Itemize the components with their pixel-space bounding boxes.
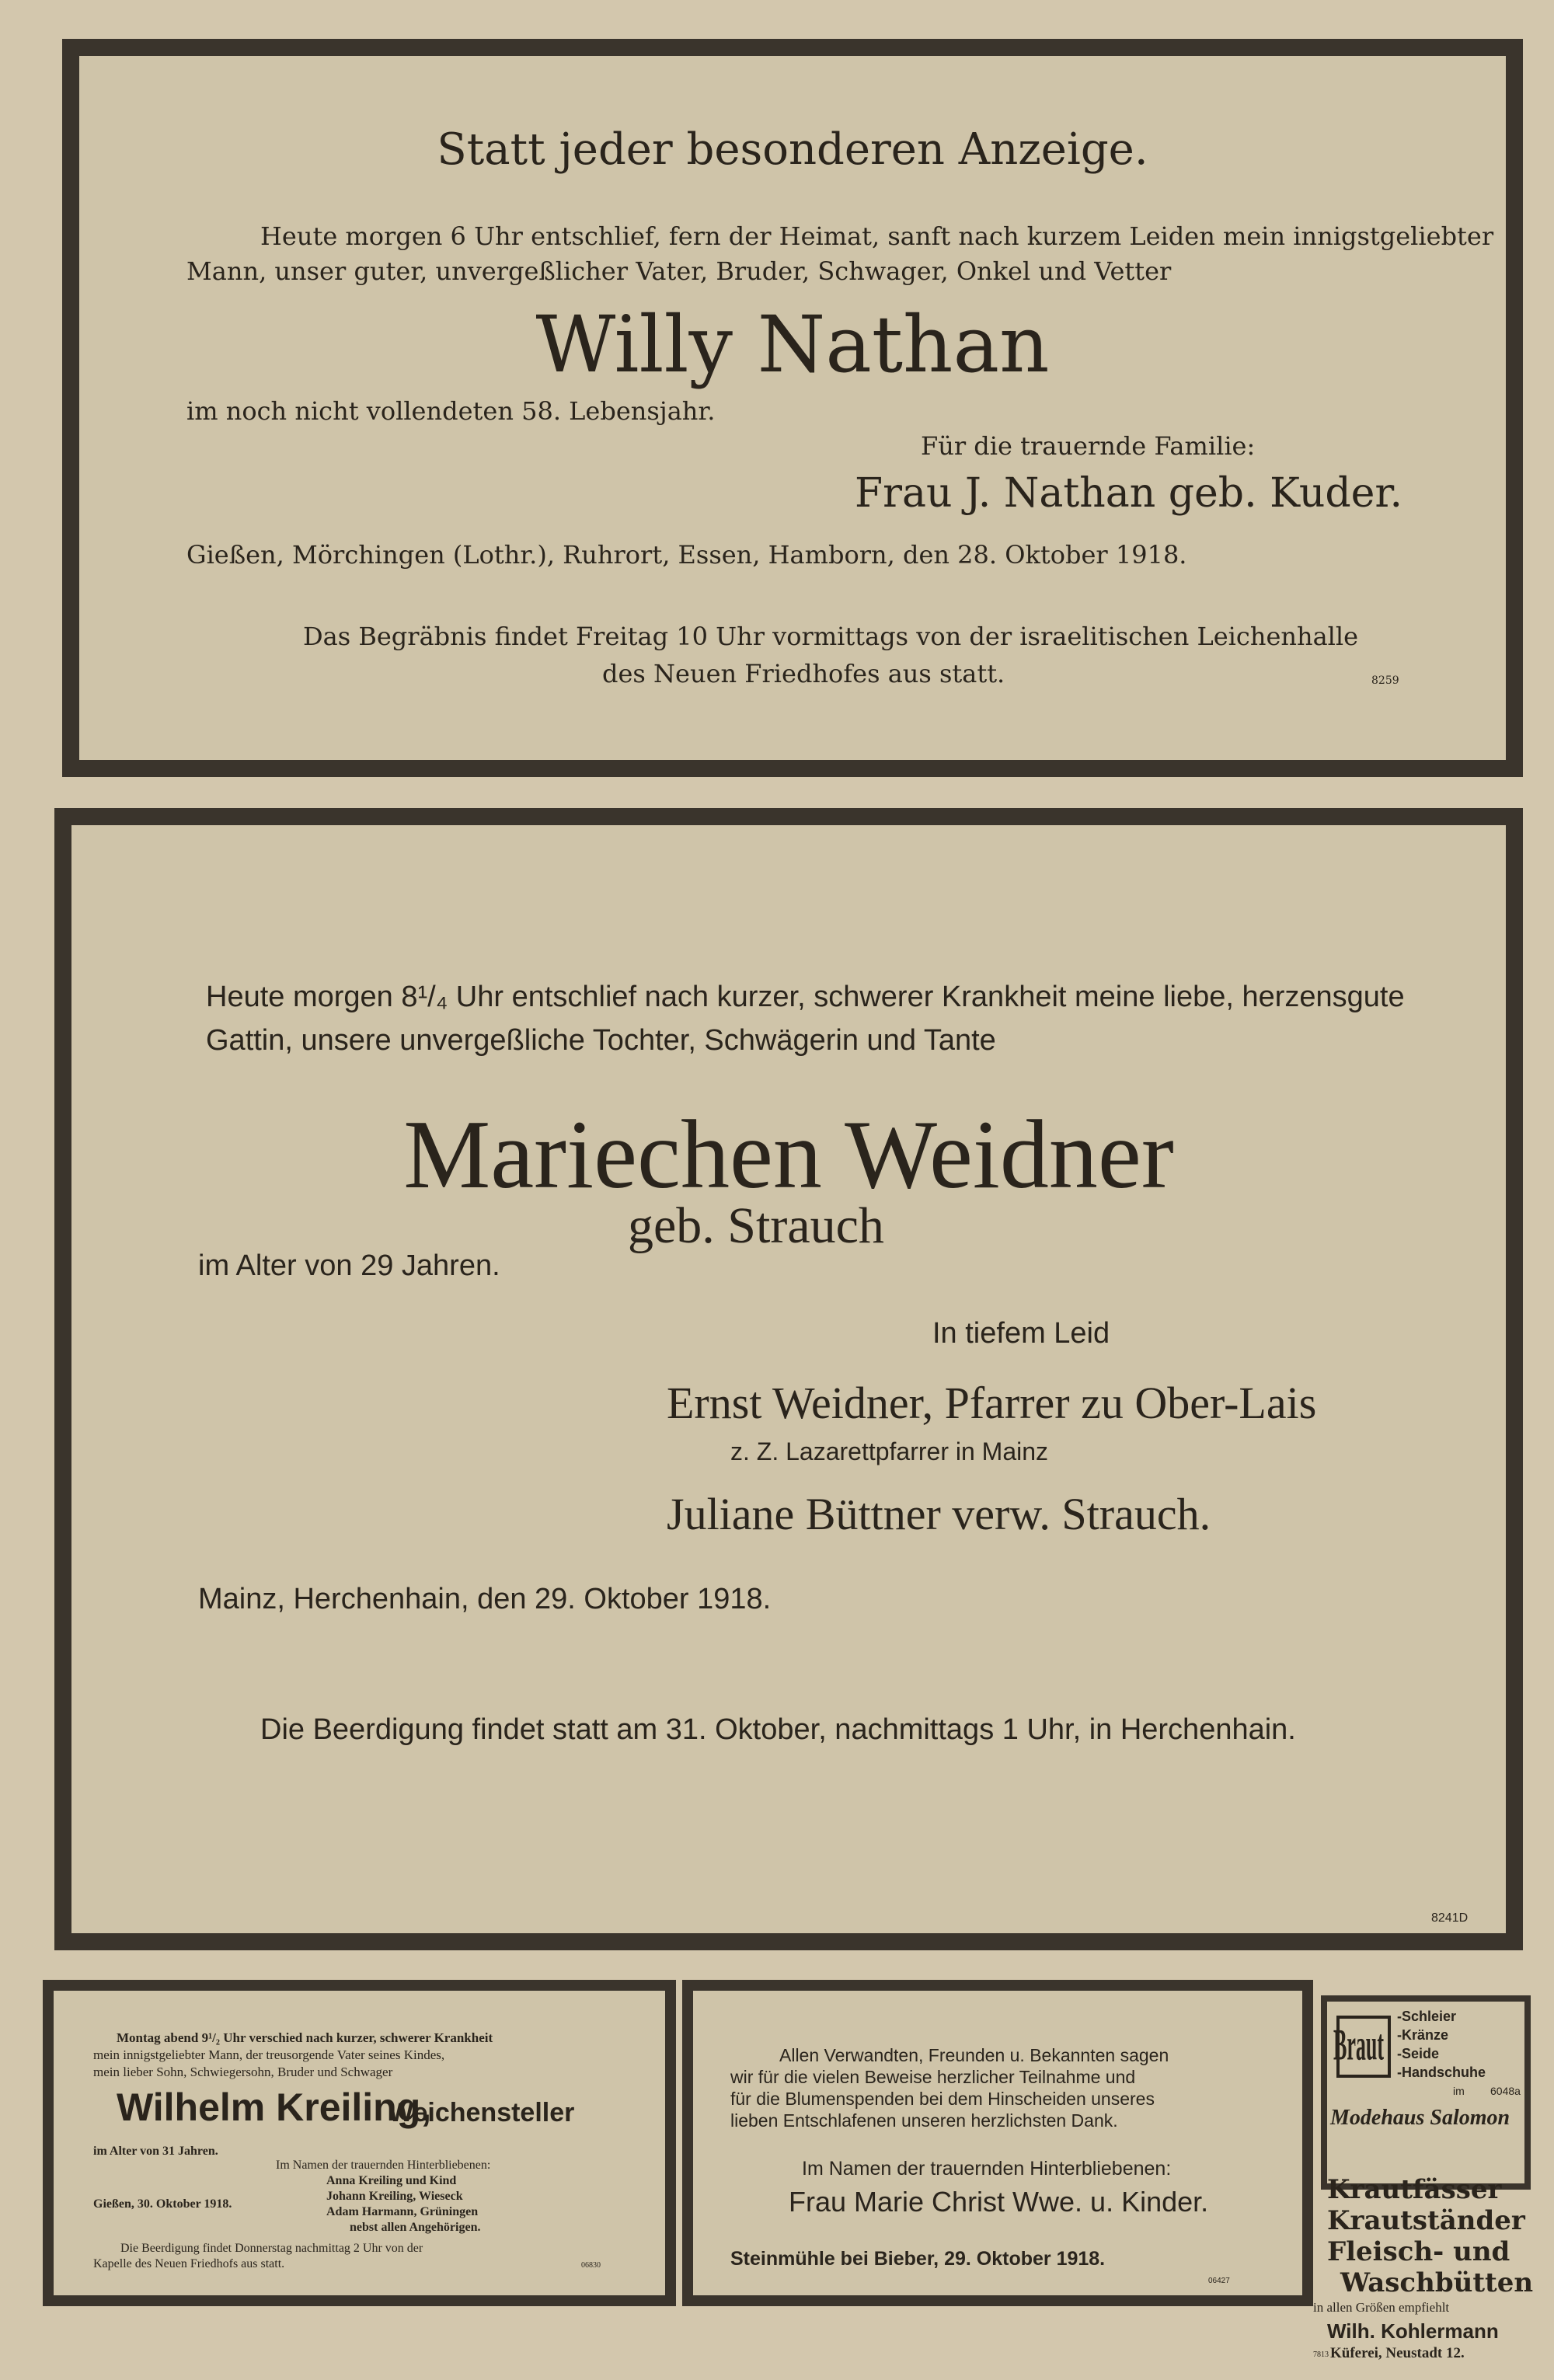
notice3-place-date: Gießen, 30. Oktober 1918. bbox=[93, 2197, 232, 2211]
notice3-occupation: Weichensteller bbox=[388, 2098, 575, 2127]
notice4-signatory: Frau Marie Christ Wwe. u. Kinder. bbox=[789, 2186, 1209, 2218]
ad-hardware-ad-number: 7813 bbox=[1313, 2350, 1329, 2359]
notice4-line1: Allen Verwandten, Freunden u. Bekannten sagen bbox=[779, 2045, 1169, 2065]
notice4-mourners-label: Im Namen der trauernden Hinterbliebenen: bbox=[802, 2158, 1172, 2180]
notice3-mourner2: Johann Kreiling, Wieseck bbox=[326, 2190, 463, 2203]
ad-bridal-item3: -Seide bbox=[1397, 2046, 1440, 2061]
ad-bridal-brand: Braut bbox=[1333, 2020, 1384, 2070]
notice2-maiden: geb. Strauch bbox=[628, 1197, 884, 1254]
notice1-ad-number: 8259 bbox=[1371, 674, 1399, 687]
notice2-intro-line1: Heute morgen 8¹/₄ Uhr entschlief nach kurzer, schwerer Krankheit meine liebe, herzensgute bbox=[206, 981, 1405, 1013]
notice4-line3: für die Blumenspenden bei dem Hinscheiden unseres bbox=[730, 2089, 1155, 2109]
notice1-age: im noch nicht vollendeten 58. Lebensjahr. bbox=[186, 396, 716, 426]
notice2-ad-number: 8241D bbox=[1431, 1911, 1469, 1925]
notice4-ad-number: 06427 bbox=[1208, 2277, 1230, 2285]
notice3-ad-number: 06830 bbox=[581, 2261, 601, 2270]
notice2-signatory1: Ernst Weidner, Pfarrer zu Ober-Lais bbox=[667, 1378, 1317, 1428]
ad-bridal-shop: Modehaus Salomon bbox=[1330, 2106, 1510, 2130]
ad-bridal-item4: -Handschuhe bbox=[1397, 2065, 1486, 2080]
notice3-age: im Alter von 31 Jahren. bbox=[93, 2145, 218, 2158]
notice2-grief-label: In tiefem Leid bbox=[932, 1317, 1110, 1350]
notice4-line2: wir für die vielen Beweise herzlicher Teilnahme und bbox=[730, 2067, 1136, 2087]
ad-hardware-address: Küferei, Neustadt 12. bbox=[1330, 2345, 1465, 2361]
notice1-funeral-line2: des Neuen Friedhofes aus statt. bbox=[602, 659, 1005, 688]
notice2-name: Mariechen Weidner bbox=[403, 1101, 1174, 1209]
notice1-intro-line1: Heute morgen 6 Uhr entschlief, fern der Heimat, sanft nach kurzem Leiden mein innigstgeliebter bbox=[260, 221, 1494, 251]
notice3-funeral-line1: Die Beerdigung findet Donnerstag nachmittag 2 Uhr von der bbox=[120, 2242, 423, 2255]
ad-hardware-line2: Krautständer bbox=[1327, 2205, 1525, 2236]
notice3-name: Wilhelm Kreiling, bbox=[117, 2086, 432, 2129]
notice2-signatory1-note: z. Z. Lazarettpfarrer in Mainz bbox=[730, 1437, 1049, 1465]
ad-hardware-line3: Fleisch- und bbox=[1327, 2236, 1510, 2267]
notice2-age: im Alter von 29 Jahren. bbox=[198, 1249, 500, 1282]
notice1-family-label: Für die trauernde Familie: bbox=[921, 431, 1256, 461]
ad-hardware-line4: Waschbütten bbox=[1340, 2267, 1534, 2298]
notice3-funeral-line2: Kapelle des Neuen Friedhofs aus statt. bbox=[93, 2257, 285, 2270]
notice3-intro-line1: Montag abend 9¹/₂ Uhr verschied nach kurzer, schwerer Krankheit bbox=[117, 2030, 493, 2045]
notice4-place-date: Steinmühle bei Bieber, 29. Oktober 1918. bbox=[730, 2248, 1106, 2270]
notice1-signatory: Frau J. Nathan geb. Kuder. bbox=[855, 470, 1403, 517]
ad-bridal-shop-prefix: im bbox=[1453, 2085, 1465, 2097]
notice1-name: Willy Nathan bbox=[535, 299, 1050, 390]
ad-bridal-item1: -Schleier bbox=[1397, 2009, 1457, 2024]
ad-hardware-line1: Krautfässer bbox=[1327, 2174, 1502, 2205]
notice2-signatory2: Juliane Büttner verw. Strauch. bbox=[667, 1489, 1211, 1539]
ad-bridal-ad-number: 6048a bbox=[1490, 2085, 1521, 2097]
notice3-intro-line2: mein innigstgeliebter Mann, der treusorgende Vater seines Kindes, bbox=[93, 2047, 445, 2062]
notice3-mourner3: Adam Harmann, Grüningen bbox=[326, 2205, 479, 2218]
ad-hardware-sizes: in allen Größen empfiehlt bbox=[1313, 2300, 1450, 2315]
notice1-funeral-line1: Das Begräbnis findet Freitag 10 Uhr vormittags von der israelitischen Leichenhalle bbox=[303, 622, 1359, 651]
notice2-place-date: Mainz, Herchenhain, den 29. Oktober 1918. bbox=[198, 1583, 772, 1615]
notice3-intro-line3: mein lieber Sohn, Schwiegersohn, Bruder und Schwager bbox=[93, 2065, 393, 2079]
notice3-mourner1: Anna Kreiling und Kind bbox=[326, 2174, 457, 2187]
notice1-intro-line2: Mann, unser guter, unvergeßlicher Vater, Bruder, Schwager, Onkel und Vetter bbox=[186, 256, 1172, 286]
ad-hardware-merchant: Wilh. Kohlermann bbox=[1327, 2319, 1499, 2343]
notice4-line4: lieben Entschlafenen unseren herzlichsten Dank. bbox=[730, 2110, 1118, 2131]
notice1-heading: Statt jeder besonderen Anzeige. bbox=[437, 124, 1148, 175]
notice1-place-date: Gießen, Mörchingen (Lothr.), Ruhrort, Essen, Hamborn, den 28. Oktober 1918. bbox=[186, 540, 1187, 570]
notice2-funeral: Die Beerdigung findet statt am 31. Oktober, nachmittags 1 Uhr, in Herchenhain. bbox=[260, 1713, 1296, 1746]
notice3-mourner4: nebst allen Angehörigen. bbox=[350, 2221, 481, 2234]
notice3-mourners-label: Im Namen der trauernden Hinterbliebenen: bbox=[276, 2159, 491, 2172]
notice2-intro-line2: Gattin, unsere unvergeßliche Tochter, Schwägerin und Tante bbox=[206, 1024, 996, 1057]
ad-bridal-item2: -Kränze bbox=[1397, 2027, 1449, 2043]
